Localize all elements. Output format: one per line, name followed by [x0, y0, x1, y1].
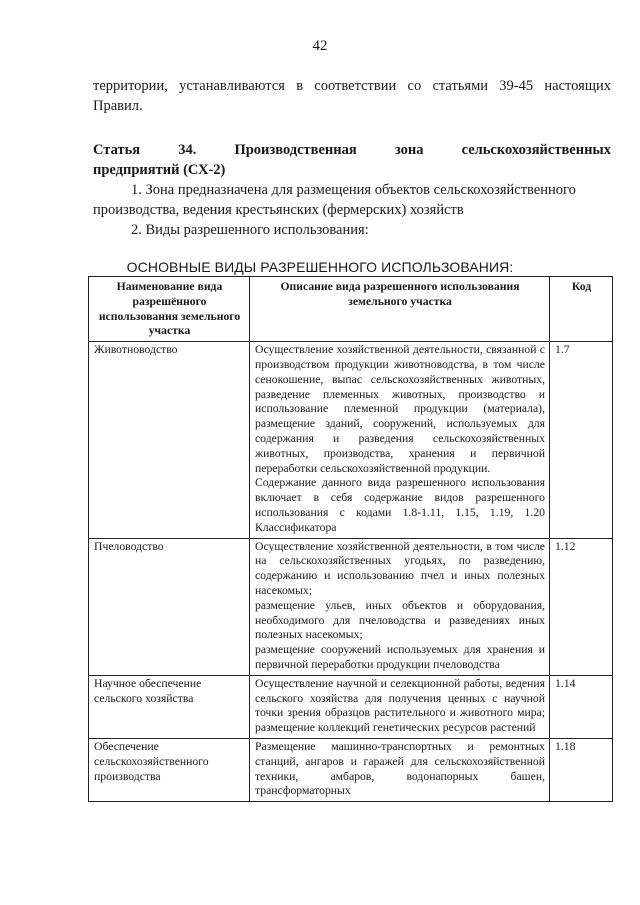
header-description: Описание вида разрешенного использования земельного участка [250, 277, 550, 342]
use-description [250, 738, 550, 801]
description-paragraph: Осуществление научной и селекционной работы, ведения сельского хозяйства для получения ценных с научной точки зрения образцов растительного и животного мира; размещение коллекций генетических ресурсов растений [255, 676, 545, 735]
table-row [89, 538, 613, 675]
intro-paragraph-line1: территории, устанавливаются в соответствии со статьями 39-45 настоящих [93, 78, 611, 94]
page-number: 42 [312, 38, 328, 54]
description-paragraph: размещение сооружений используемых для хранения и первичной переработки продукции пчеловодства [255, 643, 545, 671]
use-name: Научное обеспечение сельского хозяйства [89, 675, 250, 738]
permitted-uses-table [88, 276, 613, 802]
description-paragraph: Осуществление хозяйственной деятельности, в том числе на сельскохозяйственных угодьях, по разведению, содержанию и использованию пчел и иных полезных насекомых; [255, 539, 545, 597]
article-heading [93, 140, 611, 180]
use-code: 1.18 [550, 738, 613, 801]
article-heading-line2: предприятий (СХ-2) [93, 162, 226, 178]
description-paragraph: размещение ульев, иных объектов и оборудования, необходимого для пчеловодства и разведениях иных полезных насекомых; [255, 598, 545, 642]
use-description [250, 538, 550, 675]
heading-word: сельскохозяйственных [461, 142, 611, 158]
description-paragraph: Содержание данного вида разрешенного использования включает в себя содержание видов разрешенного использования с кодами 1.8-1.11, 1.15, 1.19, 1.20 Классификатора [255, 476, 545, 534]
permitted-uses-paragraph: 2. Виды разрешенного использования: [131, 222, 369, 238]
article-heading-line1 [93, 140, 611, 160]
zone-purpose-paragraph: 1. Зона предназначена для размещения объектов сельскохозяйственного производства, ведения крестьянских (фермерских) хозяйств [93, 182, 576, 218]
intro-paragraph-line2: Правил. [93, 98, 143, 114]
use-code: 1.12 [550, 538, 613, 675]
description-paragraph: Размещение машинно-транспортных и ремонтных станций, ангаров и гаражей для сельскохозяйственной техники, амбаров, водонапорных башен, трансформаторных [255, 739, 545, 798]
use-name: Пчеловодство [89, 538, 250, 675]
table-row [89, 738, 613, 801]
use-code: 1.7 [550, 342, 613, 538]
heading-word: Статья [93, 142, 141, 158]
table-row [89, 675, 613, 738]
use-name: Животноводство [89, 342, 250, 538]
use-name: Обеспечение сельскохозяйственного производства [89, 738, 250, 801]
table-row [89, 342, 613, 538]
heading-word: 34. [178, 142, 197, 158]
description-paragraph: Осуществление хозяйственной деятельности, связанной с производством продукции животноводства, в том числе сенокошение, выпас сельскохозяйственных животных, разведение племенных животных, производство и использование племенной продукции (материала), размещение зданий, сооружений, используемых для содержания и разведения сельскохозяйственных животных, производства, хранения и первичной переработки сельскохозяйственной продукции. [255, 343, 545, 475]
use-description [250, 675, 550, 738]
heading-word: Производственная [234, 142, 357, 158]
header-name: Наименование вида разрешённого использования земельного участка [89, 277, 250, 342]
use-description [250, 342, 550, 538]
heading-word: зона [394, 142, 424, 158]
header-code: Код [550, 277, 613, 342]
use-code: 1.14 [550, 675, 613, 738]
table-header-row [89, 277, 613, 342]
table-title: ОСНОВНЫЕ ВИДЫ РАЗРЕШЕННОГО ИСПОЛЬЗОВАНИЯ: [126, 259, 514, 275]
